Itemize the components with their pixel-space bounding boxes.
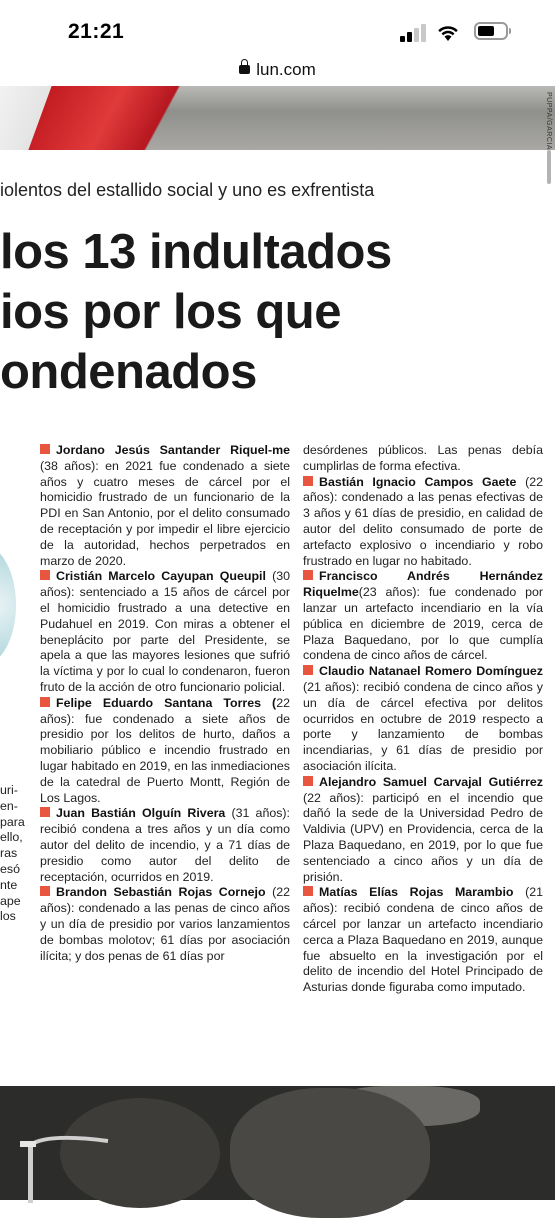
article-photo-bottom: [0, 1078, 555, 1200]
bullet-square-icon: [303, 665, 313, 675]
lock-icon: [239, 65, 250, 74]
status-time: 21:21: [68, 20, 125, 43]
list-item: Matías Elías Rojas Marambio (21 años): recibió condena de cinco años de cárcel por lanzar un artefacto incendiario cerca a Plaza Baquedano en 2019, aunque fue absuelto en la investigación por el delito de incendio del Hotel Principado de Asturias donde figuraba como imputado.: [303, 885, 543, 995]
article-subhead: iolentos del estallido social y uno es exfrentista: [0, 180, 375, 200]
article-photo-top: [0, 86, 555, 150]
fragment: esó: [0, 861, 20, 876]
battery-icon: [474, 22, 508, 40]
list-item: Jordano Jesús Santander Riquel-me (38 años): en 2021 fue condenado a siete años y cuatro meses de cárcel por el homicidio frustrado de un funcionario de la PDI en San Antonio, por el delito consumado de receptación y por impedir el libre ejercicio de la autoridad, hechos perpetrados en marzo de 2020.: [40, 443, 290, 568]
fragment: ras: [0, 846, 18, 861]
bullet-square-icon: [303, 570, 313, 580]
fragment: uri-: [0, 783, 18, 797]
list-item: Brandon Sebastián Rojas Cornejo (22 años): condenado a las penas de cinco años y un día de presidio por varios lanzamientos de bombas molotov; 61 días por asociación ilícita; y dos penas de 61 días por: [40, 885, 290, 963]
fragment: nte: [0, 877, 18, 892]
fragment: para: [0, 814, 25, 829]
column-lead-text: desórdenes públicos. Las penas debía cumplirlas de forma efectiva.: [303, 443, 543, 473]
bullet-square-icon: [303, 776, 313, 786]
cellular-signal-icon: [400, 24, 428, 42]
headline-line: ondenados: [0, 345, 257, 399]
list-item: Claudio Natanael Romero Domínguez (21 años): recibió condena de cinco años y un día de cárcel efectiva por delitos ocurridos en octubre de 2019 respecto a porte y lanzamiento de bombas incendiarias, y 61 días de presidio por asociación ilícita.: [303, 664, 543, 773]
bullet-square-icon: [303, 476, 313, 486]
wifi-icon: [436, 22, 460, 42]
bullet-square-icon: [303, 886, 313, 896]
fragment: los: [0, 909, 16, 924]
headline-line: ios por los que: [0, 285, 341, 339]
fragment: ello,: [0, 830, 23, 845]
street-lamp-icon: [8, 1133, 128, 1203]
status-bar: [0, 0, 555, 56]
article-headline: [0, 222, 392, 402]
list-item: Francisco Andrés Hernández Riquelme(23 años): fue condenado por lanzar un artefacto incendiario en la vía pública en diciembre de 2019, cerca de Plaza Baquedano, por lo que cumplía condena de cinco años de cárcel.: [303, 569, 543, 663]
list-item: Alejandro Samuel Carvajal Gutiérrez (22 años): participó en el incendio que dañó la sede de la Universidad Pedro de Valdivia (UPV) en Providencia, cerca de la Plaza Baquedano, en 2019, por lo que fue sentenciado a cinco años y un día de prisión.: [303, 774, 543, 884]
headline-line: los 13 indultados: [0, 225, 392, 279]
bullet-square-icon: [40, 807, 50, 817]
list-item: Cristián Marcelo Cayupan Queupil (30 años): sentenciado a 15 años de cárcel por el homicidio frustrado a una detective en Pudahuel en 2019. Con miras a obtener el beneplácito por parte del Presidente, se apela a que las mayores lesiones que sufrió la víctima y por lo cual lo condenaron, fueron fruto de la acción de otro funcionario policial.: [40, 569, 290, 694]
cropped-column-fragments: [0, 783, 25, 925]
bullet-square-icon: [40, 886, 50, 896]
photo-credit: PUPPA/GARCIA: [545, 92, 552, 150]
article-column-1: [40, 443, 290, 964]
fragment: ape: [0, 893, 21, 908]
url-text: lun.com: [256, 60, 316, 79]
bullet-square-icon: [40, 697, 50, 707]
cropped-graphic: [0, 545, 16, 665]
bullet-square-icon: [40, 444, 50, 454]
article-column-2: [303, 443, 543, 996]
fragment: en-: [0, 798, 18, 813]
bullet-square-icon: [40, 570, 50, 580]
scrollbar-thumb[interactable]: [547, 150, 551, 184]
list-item: Juan Bastián Olguín Rivera (31 años): recibió condena a tres años y un día como autor del delito de incendio, y a 71 días de presidio como autor del delito de receptación, ocurridos en 2019.: [40, 806, 290, 884]
address-bar[interactable]: [0, 56, 555, 86]
list-item: Felipe Eduardo Santana Torres (22 años): fue condenado a siete años de presidio por los delitos de hurto, daños a mobiliario público e incendio frustrado en lugar habitado en 2019, en las inmediaciones de la catedral de Puerto Montt, Región de Los Lagos.: [40, 695, 290, 805]
list-item: Bastián Ignacio Campos Gaete (22 años): condenado a las penas efectivas de 3 años y 61 días de presidio, en calidad de autor del delito consumado de porte de artefacto explosivo o incendiario y robo frustrado en lugar no habitado.: [303, 474, 543, 568]
